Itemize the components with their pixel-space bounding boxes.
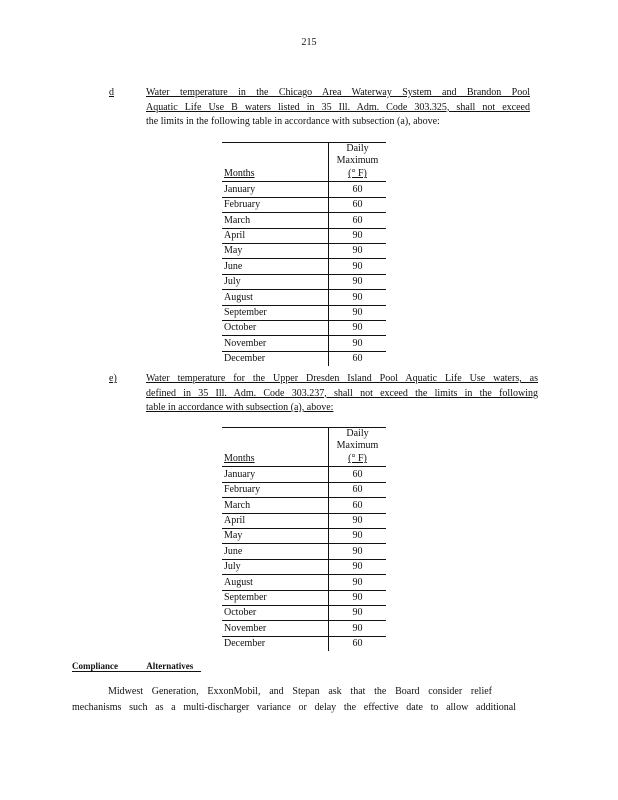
section-d-line: Aquatic Life Use B waters listed in 35 Ill. Adm. Code 303.325, shall not exceed (146, 101, 530, 113)
table-row: December 60 (222, 351, 386, 366)
months-header: Months (222, 452, 329, 467)
section-d-line: Water temperature in the Chicago Area Waterway System and Brandon Pool (146, 87, 530, 98)
months-header-cell (222, 143, 329, 168)
table-row: July 90 (222, 559, 386, 574)
section-e-line: Water temperature for the Upper Dresden Island Pool Aquatic Life Use waters, as (146, 373, 538, 384)
page-number: 215 (301, 37, 317, 48)
table-row: February 60 (222, 482, 386, 497)
table-row: April 90 (222, 513, 386, 528)
table-row: March 60 (222, 498, 386, 513)
table-row: January 60 (222, 182, 386, 197)
temperature-table-d (222, 142, 386, 366)
daily-maximum-header: Daily Maximum (329, 428, 387, 453)
body-line: Midwest Generation, ExxonMobil, and Stepan ask that the Board consider relief (108, 686, 492, 697)
table-row: October 90 (222, 320, 386, 335)
table-row: May 90 (222, 243, 386, 258)
compliance-alternatives-heading (72, 661, 201, 672)
table-row: April 90 (222, 228, 386, 243)
table-row: January 60 (222, 467, 386, 482)
table-row: March 60 (222, 213, 386, 228)
temperature-table-e (222, 427, 386, 651)
section-e-marker: e) (109, 373, 117, 384)
section-d-paragraph (146, 86, 530, 130)
daily-maximum-header: Daily Maximum (329, 143, 387, 168)
months-header-cell (222, 428, 329, 453)
table-row: May 90 (222, 528, 386, 543)
heading-word: Alternatives (146, 661, 194, 671)
months-header: Months (222, 167, 329, 182)
table-row: November 90 (222, 621, 386, 636)
body-paragraph (72, 684, 516, 716)
table-row: November 90 (222, 336, 386, 351)
table-row: September 90 (222, 590, 386, 605)
table-row: September 90 (222, 305, 386, 320)
section-e-line: table in accordance with subsection (a), above: (146, 402, 334, 413)
heading-word: Compliance (72, 661, 118, 671)
section-e-paragraph (146, 372, 538, 416)
table-row: June 90 (222, 259, 386, 274)
table-row: July 90 (222, 274, 386, 289)
table-row: December 60 (222, 636, 386, 651)
table-row: August 90 (222, 290, 386, 305)
unit-header: (° F) (329, 452, 387, 467)
section-d-line: the limits in the following table in accordance with subsection (a), above: (146, 116, 440, 127)
table-row: October 90 (222, 605, 386, 620)
table-row: February 60 (222, 197, 386, 212)
section-d-marker: d (109, 87, 114, 98)
body-line: mechanisms such as a multi-discharger variance or delay the effective date to allow additional (72, 702, 516, 713)
section-e-line: defined in 35 Ill. Adm. Code 303.237, shall not exceed the limits in the following (146, 387, 538, 399)
table-row: June 90 (222, 544, 386, 559)
table-row: August 90 (222, 575, 386, 590)
unit-header: (° F) (329, 167, 387, 182)
